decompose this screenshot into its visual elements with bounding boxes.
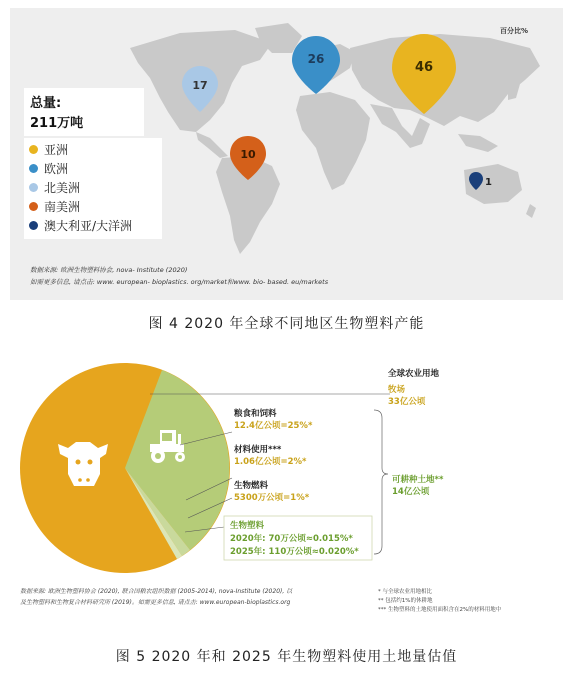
- legend-dot-icon: [29, 145, 38, 154]
- legend-label: 南美洲: [44, 200, 81, 214]
- region-legend: [24, 138, 162, 239]
- pasture-label: 牧场: [388, 385, 406, 395]
- figure-5-caption: 图 5 2020 年和 2025 年生物塑料使用土地量估值: [115, 649, 458, 665]
- bioplastic-2020: 2020年: 70万公顷≈0.015%*: [230, 534, 353, 544]
- arable-label: 可耕种土地**: [392, 475, 444, 485]
- material-value: 1.06亿公顷=2%*: [234, 457, 307, 467]
- biofuel-label: 生物燃料: [234, 481, 269, 491]
- figure-4-caption: 图 4 2020 年全球不同地区生物塑料产能: [148, 316, 425, 332]
- legend-label: 欧洲: [44, 162, 69, 176]
- pin-label-asia: 46: [414, 60, 434, 75]
- figure-5-panel: [10, 350, 563, 625]
- pin-europe: [292, 36, 340, 94]
- arable-bracket: [374, 410, 388, 554]
- figure-4-panel: [10, 8, 563, 300]
- legend-dot-icon: [29, 183, 38, 192]
- legend-item-south-america: [24, 197, 162, 216]
- header-agricultural-land: 全球农业用地: [388, 369, 440, 379]
- food-value: 12.4亿公顷=25%*: [234, 421, 313, 431]
- total-value: 211万吨: [30, 116, 84, 131]
- total-label: 总量:: [30, 96, 62, 111]
- source-line-1: 数据来源: 欧洲生物塑料协会, nova- Institute (2020): [30, 266, 188, 274]
- pin-label-europe: 26: [307, 52, 325, 66]
- source-line-1: 数据来源: 欧洲生物塑料协会 (2020), 联合国粮农组织数据 (2005-2014), nova-Institute (2020), 以: [20, 588, 293, 595]
- legend-dot-icon: [29, 164, 38, 173]
- bioplastic-label: 生物塑料: [230, 521, 265, 531]
- source-line-2: 及生物塑料和生物复合材料研究所 (2019)。如需更多信息, 请点击: www.european-bioplastics.org: [20, 599, 291, 606]
- figure-5-notes: [378, 588, 501, 615]
- legend-item-asia: [24, 140, 162, 159]
- legend-dot-icon: [29, 221, 38, 230]
- pin-label-oceania: 1: [485, 177, 492, 188]
- legend-label: 北美洲: [44, 181, 81, 195]
- note-1: * 与全球农业用地相比: [378, 589, 432, 595]
- biofuel-value: 5300万公顷=1%*: [234, 493, 310, 503]
- note-3: *** 生物塑料的土地使用面积含在2%的材料用地中: [378, 607, 502, 613]
- bioplastic-2025: 2025年: 110万公顷≈0.020%*: [230, 547, 359, 557]
- unit-label: 百分比%: [500, 27, 529, 35]
- source-line-2: 如需更多信息, 请点击: www. european- bioplastics. org/market和www. bio- based. eu/markets: [30, 278, 329, 286]
- legend-label: 亚洲: [44, 143, 69, 157]
- legend-label: 澳大利亚/大洋洲: [44, 219, 133, 233]
- material-label: 材料使用***: [234, 445, 282, 455]
- legend-item-europe: [24, 159, 162, 178]
- land-use-pie: [10, 350, 563, 625]
- legend-item-north-america: [24, 178, 162, 197]
- arable-value: 14亿公顷: [392, 487, 430, 497]
- note-2: ** 包括约1%的休耕地: [378, 598, 433, 604]
- pin-label-north-america: 17: [192, 79, 208, 92]
- figure-4-source: [30, 264, 328, 288]
- legend-item-oceania: [24, 216, 162, 235]
- legend-dot-icon: [29, 202, 38, 211]
- pin-label-south-america: 10: [240, 148, 256, 161]
- figure-5-source: [20, 586, 380, 608]
- pasture-value: 33亿公顷: [388, 397, 426, 407]
- food-label: 粮食和饲料: [234, 409, 277, 419]
